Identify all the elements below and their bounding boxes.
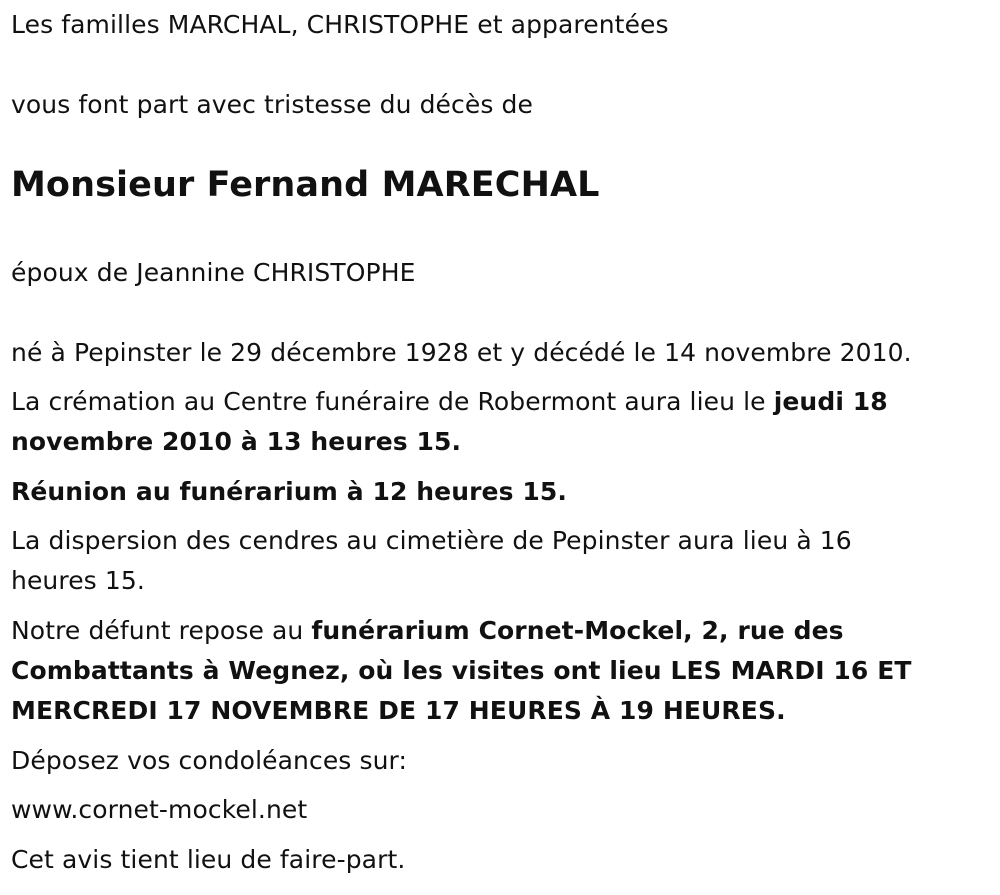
announcement-line: vous font part avec tristesse du décès de: [11, 90, 533, 119]
dispersion-line-1: La dispersion des cendres au cimetière de Pepinster aura lieu à 16: [11, 526, 852, 555]
meeting-line: Réunion au funérarium à 12 heures 15.: [11, 477, 567, 506]
website-link[interactable]: www.cornet-mockel.net: [11, 795, 308, 824]
cremation-line-1: [11, 382, 888, 422]
cremation-intro: La crémation au Centre funéraire de Robermont aura lieu le: [11, 387, 774, 416]
cremation-date-part-2: novembre 2010 à 13 heures 15.: [11, 427, 462, 456]
condolences-label: Déposez vos condoléances sur:: [11, 746, 408, 775]
rest-line-1: [11, 611, 844, 651]
spouse-line: époux de Jeannine CHRISTOPHE: [11, 258, 416, 287]
dispersion-line-2: heures 15.: [11, 566, 145, 595]
rest-intro: Notre défunt repose au: [11, 616, 312, 645]
footer-line: Cet avis tient lieu de faire-part.: [11, 845, 406, 874]
birth-death-line: né à Pepinster le 29 décembre 1928 et y décédé le 14 novembre 2010.: [11, 338, 912, 367]
cremation-date-part-1: jeudi 18: [773, 387, 888, 416]
rest-place-part-1: funérarium Cornet-Mockel, 2, rue des: [311, 616, 844, 645]
rest-line-2: Combattants à Wegnez, où les visites ont lieu LES MARDI 16 ET: [11, 656, 912, 685]
rest-line-3: MERCREDI 17 NOVEMBRE DE 17 HEURES À 19 HEURES.: [11, 696, 786, 725]
deceased-name: Monsieur Fernand MARECHAL: [11, 165, 600, 205]
families-line: Les familles MARCHAL, CHRISTOPHE et apparentées: [11, 10, 669, 39]
